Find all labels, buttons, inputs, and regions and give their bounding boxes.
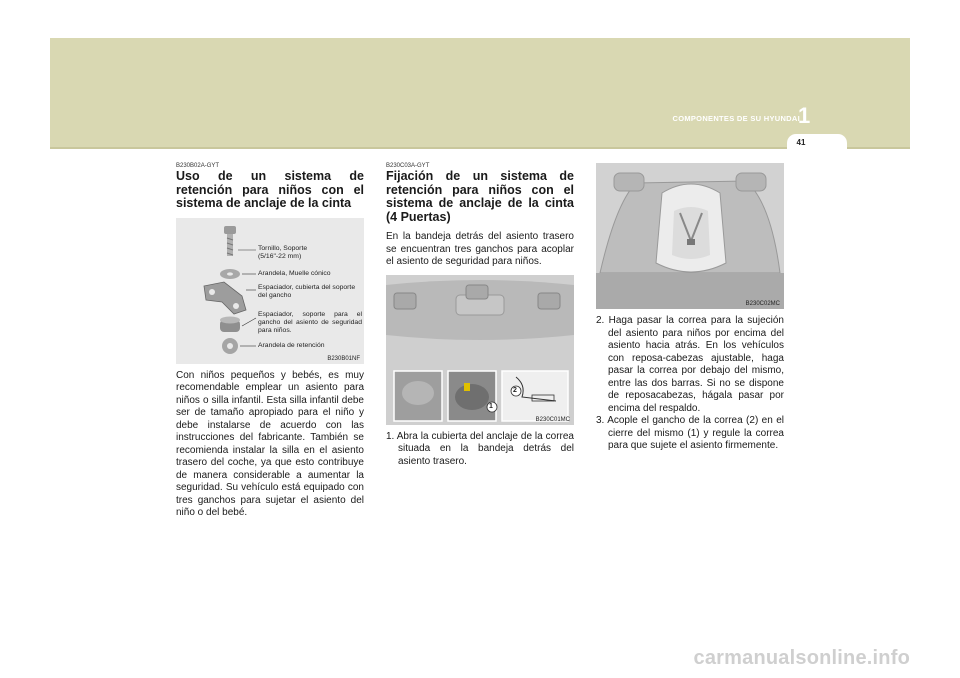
part-label-spacer-cover: Espaciador, cubierta del soporte del gancho	[258, 283, 356, 299]
steps-list	[386, 431, 574, 469]
page-number: 41	[796, 138, 806, 147]
rear-shelf-illustration	[386, 275, 574, 425]
watermark: carmanualsonline.info	[693, 647, 910, 669]
list-item: 1. Abra la cubierta del anclaje de la correa situada en la bandeja detrás del asiento trasero.	[386, 430, 574, 467]
hardware-figure	[176, 218, 364, 364]
section-code: B230C03A-GYT	[386, 163, 430, 169]
part-label-washer: Arandela, Muelle cónico	[258, 269, 331, 277]
intro-paragraph: En la bandeja detrás del asiento trasero se encuentran tres ganchos para acoplar el asiento de seguridad para niños.	[386, 231, 574, 267]
section-code: B230B02A-GYT	[176, 163, 220, 169]
chapter-number: 1	[798, 103, 811, 128]
column-2	[386, 163, 574, 468]
section-heading: Fijación de un sistema de retención para niños con el sistema de anclaje de la cinta (4 Puertas)	[386, 169, 574, 224]
part-label-retaining-washer: Arandela de retención	[258, 341, 325, 349]
part-label-spacer-bracket: Espaciador, soporte para el gancho del asiento de seguridad para niños.	[258, 310, 362, 334]
figure-code: B230C02MC	[745, 301, 780, 307]
figure-code: B230B01NF	[327, 355, 360, 362]
figure-code: B230C01MC	[535, 416, 570, 423]
list-item: 3. Acople el gancho de la correa (2) en el cierre del mismo (1) y regule la correa para que sujete el asiento firmemente.	[596, 415, 784, 451]
column-3	[596, 163, 784, 453]
header-band	[50, 38, 910, 148]
steps-list	[596, 315, 784, 453]
callout-2: 2	[513, 386, 517, 394]
header-divider	[50, 147, 910, 149]
child-seat-illustration	[596, 163, 784, 309]
body-paragraph: Con niños pequeños y bebés, es muy recomendable emplear un asiento para niños o silla infantil. Esta silla infantil debe ser de tamaño apropiado para el niño y debe instalarse de acuerdo con las instrucciones del fabricante. También se recomienda instalar la silla en el asiento trasero del coche, ya que esto contribuye de manera considerable a aumentar la seguridad. Su vehículo está equipado con tres ganchos para sujetar el asiento del niño o del bebé.	[176, 369, 364, 518]
column-1	[176, 163, 364, 520]
section-heading: Uso de un sistema de retención para niños con el sistema de anclaje de la cinta	[176, 169, 364, 210]
part-label-bolt: Tornillo, Soporte (5/16"-22 mm)	[258, 244, 308, 260]
child-seat-figure	[596, 163, 784, 309]
callout-1: 1	[489, 402, 493, 410]
chapter-title: COMPONENTES DE SU HYUNDAI	[672, 114, 800, 123]
list-item: 2. Haga pasar la correa para la sujeción del asiento para niños por encima del asiento hacia atrás. En los vehículos con reposa-cabezas ajustable, haga pasar la correa por debajo del mismo, entre las dos barras. Si no se dispone de reposacabezas, hágala pasar por encima del respaldo.	[596, 315, 784, 414]
rear-shelf-figure	[386, 275, 574, 425]
